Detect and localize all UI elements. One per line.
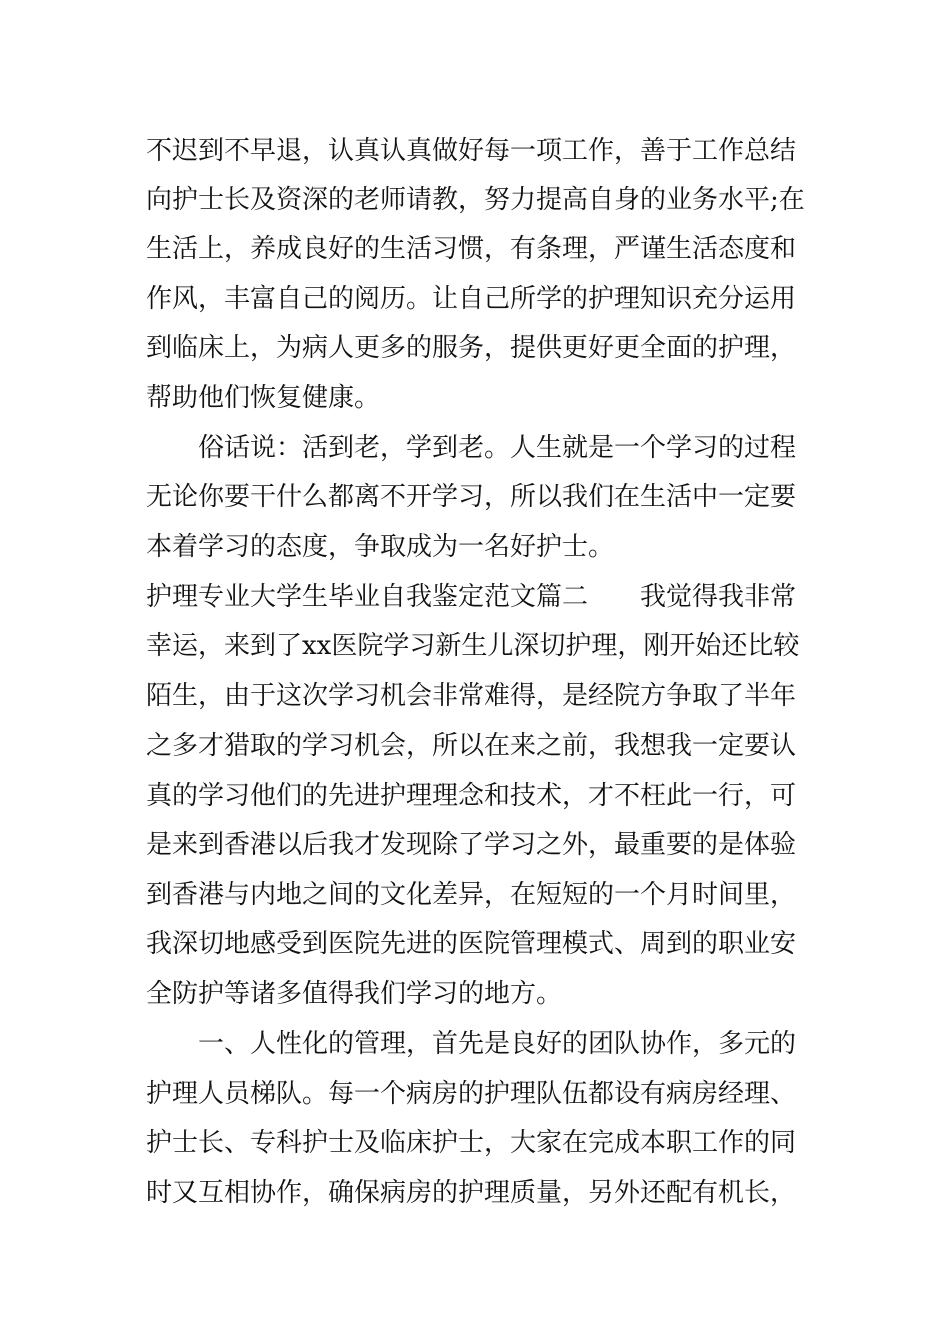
section-heading-line: 护理专业大学生毕业自我鉴定范文篇二 我觉得我非常	[146, 582, 797, 612]
text-line: 不迟到不早退，认真认真做好每一项工作，善于工作总结	[146, 136, 797, 166]
text-line: 是来到香港以后我才发现除了学习之外，最重要的是体验	[146, 830, 797, 860]
text-line: 作风，丰富自己的阅历。让自己所学的护理知识充分运用	[146, 284, 797, 314]
text-line: 向护士长及资深的老师请教，努力提高自身的业务水平;在	[146, 185, 805, 215]
text-line: 本着学习的态度，争取成为一名好护士。	[146, 532, 615, 562]
text-line: 护理人员梯队。每一个病房的护理队伍都设有病房经理、	[146, 1079, 797, 1109]
text-line: 生活上，养成良好的生活习惯，有条理，严谨生活态度和	[146, 234, 797, 264]
text-line: 到临床上，为病人更多的服务，提供更好更全面的护理，	[146, 333, 797, 363]
paragraph-first-line: 俗话说：活到老，学到老。人生就是一个学习的过程	[198, 433, 797, 463]
text-line: 到香港与内地之间的文化差异，在短短的一个月时间里，	[146, 880, 797, 910]
text-line: 无论你要干什么都离不开学习，所以我们在生活中一定要	[146, 482, 797, 512]
text-line: 幸运，来到了xx医院学习新生儿深切护理，刚开始还比较	[146, 631, 800, 661]
text-line: 帮助他们恢复健康。	[146, 383, 381, 413]
text-line: 全防护等诸多值得我们学习的地方。	[146, 979, 563, 1009]
text-line: 护士长、专科护士及临床护士，大家在完成本职工作的同	[146, 1128, 797, 1158]
text-line: 时又互相协作，确保病房的护理质量，另外还配有机长，	[146, 1178, 797, 1208]
paragraph-first-line: 一、人性化的管理，首先是良好的团队协作，多元的	[198, 1029, 797, 1059]
text-line: 之多才猎取的学习机会，所以在来之前，我想我一定要认	[146, 731, 797, 761]
text-line: 我深切地感受到医院先进的医院管理模式、周到的职业安	[146, 929, 797, 959]
text-line: 陌生，由于这次学习机会非常难得，是经院方争取了半年	[146, 681, 797, 711]
text-line: 真的学习他们的先进护理理念和技术，才不枉此一行，可	[146, 781, 797, 811]
